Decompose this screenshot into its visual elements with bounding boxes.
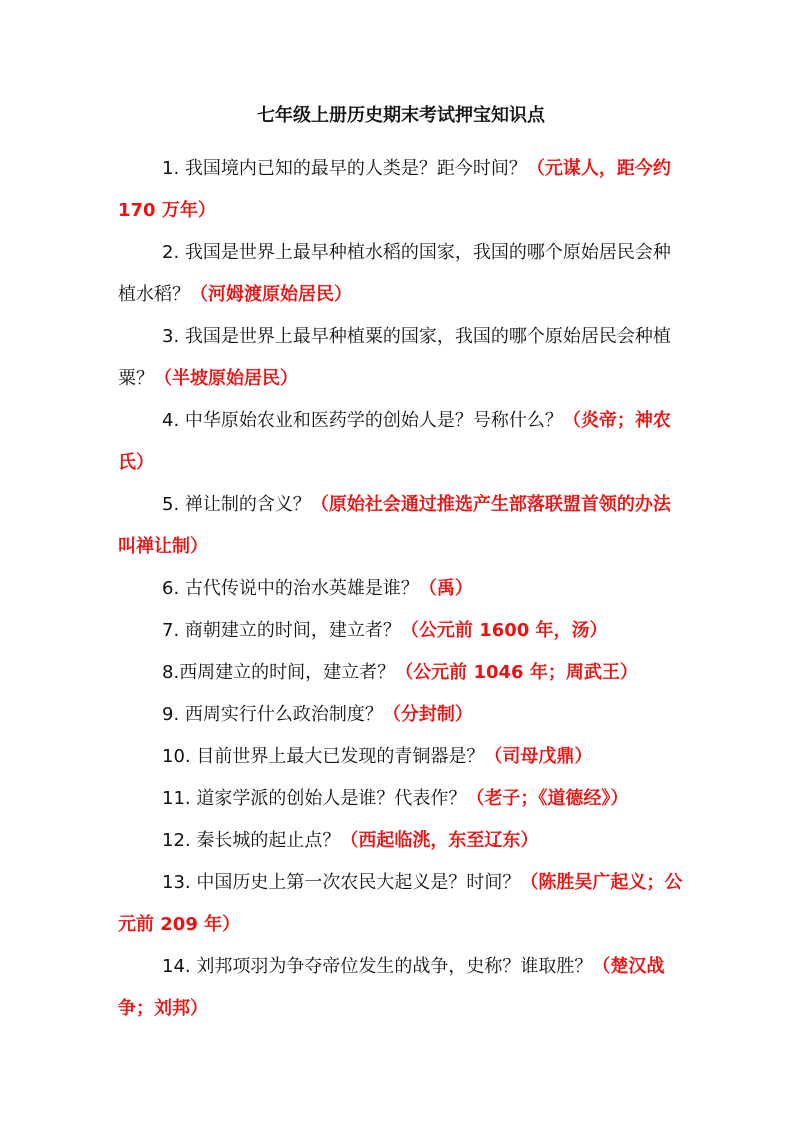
answer-text: （老子；《道德经》） <box>466 788 629 809</box>
answer-text: （原始社会通过推选产生部落联盟首领的办法叫禅让制） <box>118 494 671 557</box>
question-number: 14. <box>162 956 191 977</box>
answer-text: （陈胜吴广起义；公元前 209 年） <box>118 872 683 935</box>
question-item-12 <box>118 820 684 862</box>
question-number: 5. <box>162 494 180 515</box>
question-number: 1. <box>162 158 180 179</box>
question-text: 我国是世界上最早种植粟的国家，我国的哪个原始居民会种植粟？ <box>118 326 671 389</box>
answer-text: （西起临洮，东至辽东） <box>340 830 539 851</box>
question-number: 9. <box>162 704 180 725</box>
question-item-9 <box>118 694 684 736</box>
question-number: 10. <box>162 746 191 767</box>
question-text: 我国是世界上最早种植水稻的国家，我国的哪个原始居民会种植水稻？ <box>118 242 671 305</box>
question-number: 4. <box>162 410 180 431</box>
question-item-8 <box>118 652 684 694</box>
question-number: 7. <box>162 620 180 641</box>
question-item-11 <box>118 778 684 820</box>
question-number: 13. <box>162 872 191 893</box>
question-text: 西周实行什么政治制度？ <box>184 704 383 725</box>
question-number: 6. <box>162 578 180 599</box>
question-text: 中华原始农业和医药学的创始人是？号称什么？ <box>184 410 563 431</box>
answer-text: （河姆渡原始居民） <box>190 284 352 305</box>
question-item-2 <box>118 232 684 316</box>
document-title: 七年级上册历史期末考试押宝知识点 <box>257 105 545 126</box>
question-item-5 <box>118 484 684 568</box>
question-list <box>118 148 684 1030</box>
question-text: 刘邦项羽为争夺帝位发生的战争，史称？谁取胜？ <box>196 956 593 977</box>
question-item-13 <box>118 862 684 946</box>
question-number: 8. <box>162 662 180 683</box>
question-text: 古代传说中的治水英雄是谁？ <box>184 578 419 599</box>
question-text: 禅让制的含义？ <box>184 494 311 515</box>
answer-text: （公元前 1600 年，汤） <box>400 620 608 641</box>
answer-text: （分封制） <box>382 704 473 725</box>
question-item-4 <box>118 400 684 484</box>
question-item-10 <box>118 736 684 778</box>
question-number: 12. <box>162 830 191 851</box>
question-item-6 <box>118 568 684 610</box>
question-number: 11. <box>162 788 191 809</box>
question-number: 2. <box>162 242 180 263</box>
question-text: 中国历史上第一次农民大起义是？时间？ <box>196 872 521 893</box>
answer-text: （炎帝；神农氏） <box>118 410 671 473</box>
question-text: 商朝建立的时间，建立者？ <box>184 620 401 641</box>
answer-text: （公元前 1046 年；周武王） <box>395 662 638 683</box>
document-page <box>118 100 684 1030</box>
question-number: 3. <box>162 326 180 347</box>
answer-text: （半坡原始居民） <box>154 368 298 389</box>
question-text: 西周建立的时间，建立者？ <box>179 662 396 683</box>
answer-text: （元谋人，距今约 170 万年） <box>118 158 671 221</box>
question-text: 我国境内已知的最早的人类是？距今时间？ <box>184 158 527 179</box>
question-item-14 <box>118 946 684 1030</box>
question-text: 目前世界上最大已发现的青铜器是？ <box>196 746 485 767</box>
question-text: 道家学派的创始人是谁？代表作？ <box>196 788 467 809</box>
question-text: 秦长城的起止点？ <box>196 830 341 851</box>
answer-text: （司母戊鼎） <box>484 746 593 767</box>
question-item-3 <box>118 316 684 400</box>
answer-text: （禹） <box>418 578 473 599</box>
question-item-7 <box>118 610 684 652</box>
question-item-1 <box>118 148 684 232</box>
answer-text: （楚汉战争；刘邦） <box>118 956 665 1019</box>
